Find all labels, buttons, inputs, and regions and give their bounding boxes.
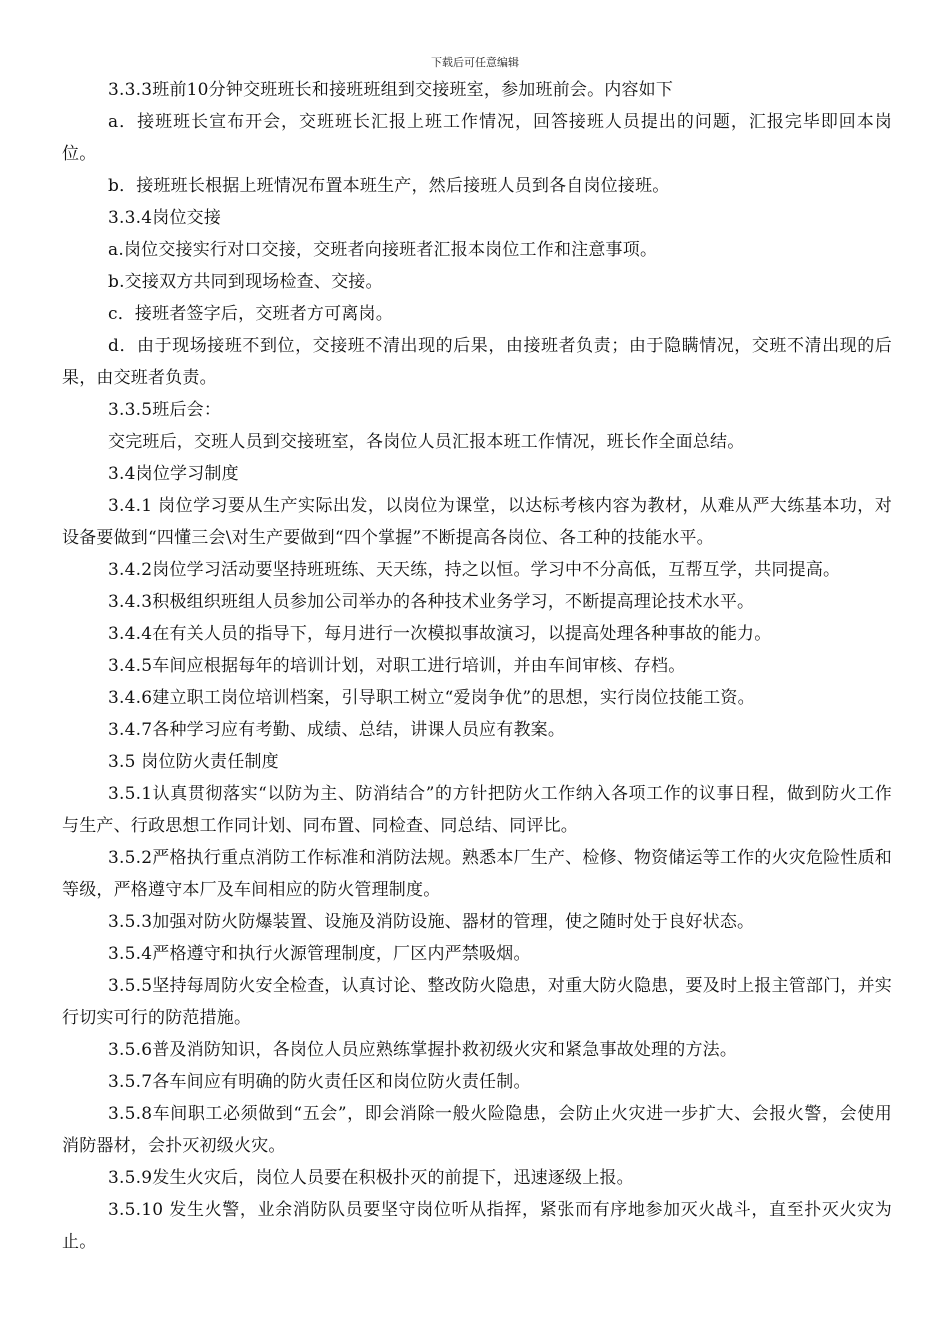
paragraph-3-4-3: 3.4.3积极组织班组人员参加公司举办的各种技术业务学习，不断提高理论技术水平。	[108, 592, 755, 612]
paragraph-3-3-4-a: a.岗位交接实行对口交接，交班者向接班者汇报本岗位工作和注意事项。	[108, 240, 658, 260]
heading-3-3-4: 3.3.4岗位交接	[108, 208, 222, 228]
paragraph-3-5-10: 3.5.10 发生火警，业余消防队员要坚守岗位听从指挥，紧张而有序地参加灭火战斗，直至扑灭火灾为止。	[62, 1200, 892, 1252]
paragraph-3-5-1: 3.5.1认真贯彻落实“以防为主、防消结合”的方针把防火工作纳入各项工作的议事日程，做到防火工作与生产、行政思想工作同计划、同布置、同检查、同总结、同评比。	[62, 784, 892, 836]
paragraph-3-3-3-b: b．接班班长根据上班情况布置本班生产，然后接班人员到各自岗位接班。	[108, 176, 670, 196]
paragraph-3-3-3-a: a．接班班长宣布开会，交班班长汇报上班工作情况，回答接班人员提出的问题，汇报完毕即回本岗位。	[62, 112, 892, 164]
document-body	[62, 74, 892, 1258]
paragraph-3-3-4-d: d．由于现场接班不到位，交接班不清出现的后果，由接班者负责；由于隐瞒情况，交班不清出现的后果，由交班者负责。	[62, 336, 892, 388]
paragraph-3-4-6: 3.4.6建立职工岗位培训档案，引导职工树立“爱岗争优”的思想，实行岗位技能工资。	[108, 688, 755, 708]
paragraph-3-4-1: 3.4.1 岗位学习要从生产实际出发，以岗位为课堂，以达标考核内容为教材，从难从严大练基本功，对设备要做到“四懂三会\对生产要做到“四个掌握”不断提高各岗位、各工种的技能水平。	[62, 496, 892, 548]
paragraph-3-5-3: 3.5.3加强对防火防爆装置、设施及消防设施、器材的管理，使之随时处于良好状态。	[108, 912, 755, 932]
paragraph-3-5-9: 3.5.9发生火灾后，岗位人员要在积极扑灭的前提下，迅速逐级上报。	[108, 1168, 634, 1188]
paragraph-3-5-6: 3.5.6普及消防知识，各岗位人员应熟练掌握扑救初级火灾和紧急事故处理的方法。	[108, 1040, 738, 1060]
paragraph-3-3-3: 3.3.3班前10分钟交班班长和接班班组到交接班室，参加班前会。内容如下	[108, 80, 674, 100]
paragraph-3-5-4: 3.5.4严格遵守和执行火源管理制度，厂区内严禁吸烟。	[108, 944, 531, 964]
paragraph-3-3-5: 交完班后，交班人员到交接班室，各岗位人员汇报本班工作情况，班长作全面总结。	[108, 432, 745, 452]
paragraph-3-5-7: 3.5.7各车间应有明确的防火责任区和岗位防火责任制。	[108, 1072, 531, 1092]
paragraph-3-4-4: 3.4.4在有关人员的指导下，每月进行一次模拟事故演习，以提高处理各种事故的能力。	[108, 624, 772, 644]
paragraph-3-3-4-c: c．接班者签字后，交班者方可离岗。	[108, 304, 393, 324]
paragraph-3-4-7: 3.4.7各种学习应有考勤、成绩、总结，讲课人员应有教案。	[108, 720, 566, 740]
paragraph-3-5-5: 3.5.5坚持每周防火安全检查，认真讨论、整改防火隐患，对重大防火隐患，要及时上报主管部门，并实行切实可行的防范措施。	[62, 976, 892, 1028]
paragraph-3-5-2: 3.5.2严格执行重点消防工作标准和消防法规。熟悉本厂生产、检修、物资储运等工作的火灾危险性质和等级，严格遵守本厂及车间相应的防火管理制度。	[62, 848, 892, 900]
paragraph-3-4-2: 3.4.2岗位学习活动要坚持班班练、天天练，持之以恒。学习中不分高低，互帮互学，共同提高。	[108, 560, 841, 580]
heading-3-4: 3.4岗位学习制度	[108, 464, 239, 484]
heading-3-3-5: 3.3.5班后会：	[108, 400, 222, 420]
page-header-note: 下载后可任意编辑	[431, 56, 519, 69]
paragraph-3-3-4-b: b.交接双方共同到现场检查、交接。	[108, 272, 383, 292]
heading-3-5: 3.5 岗位防火责任制度	[108, 752, 279, 772]
paragraph-3-5-8: 3.5.8车间职工必须做到“五会”，即会消除一般火险隐患，会防止火灾进一步扩大、会报火警，会使用消防器材，会扑灭初级火灾。	[62, 1104, 892, 1156]
paragraph-3-4-5: 3.4.5车间应根据每年的培训计划，对职工进行培训，并由车间审核、存档。	[108, 656, 686, 676]
